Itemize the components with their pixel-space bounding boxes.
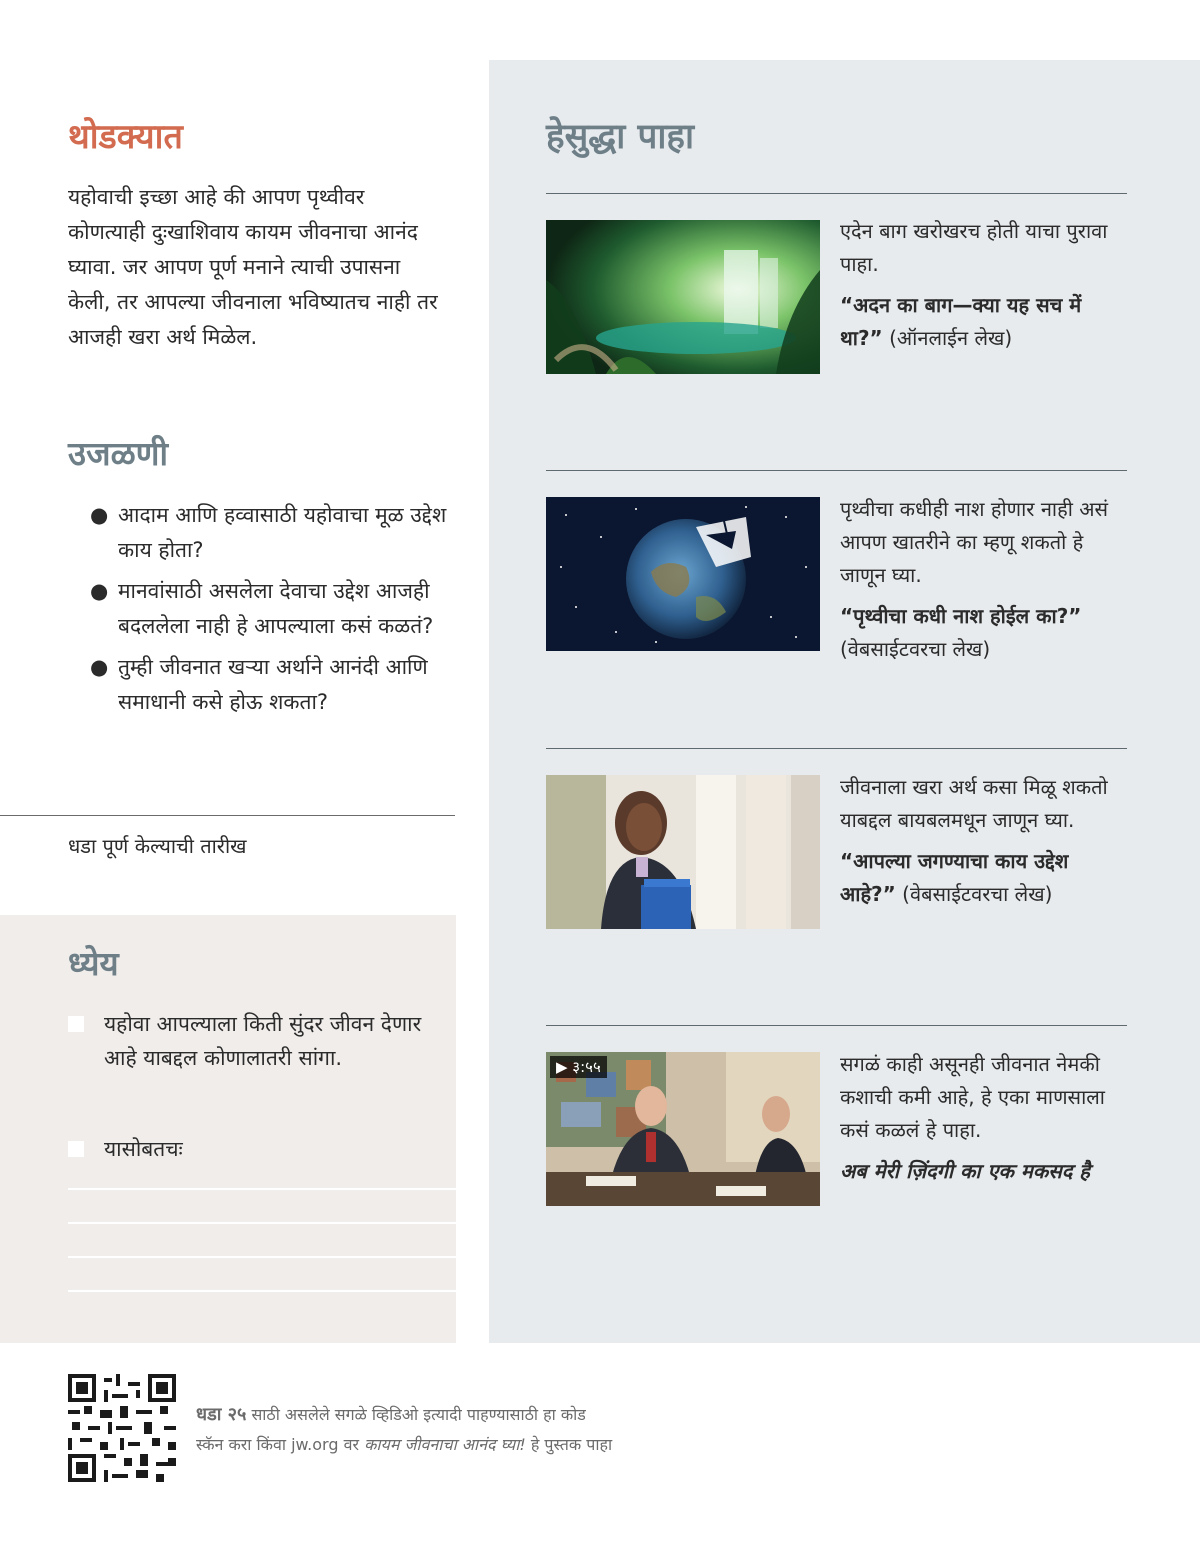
item-title-link[interactable]: “अदन का बाग—क्या यह सच में था?” <box>840 293 1082 350</box>
checkbox[interactable] <box>68 1016 84 1032</box>
item-description: पृथ्वीचा कधीही नाश होणार नाही असं आपण खातरीने का म्हणू शकतो हे जाणून घ्या. <box>840 497 1109 587</box>
bullet-icon: ● <box>90 503 109 527</box>
video-duration-badge: ▶ ३:५५ <box>550 1056 607 1078</box>
item-description: सगळं काही असूनही जीवनात नेमकी कशाची कमी आहे, हे एका माणसाला कसं कळलं हे पाहा. <box>840 1052 1105 1142</box>
item-note: (ऑनलाईन लेख) <box>889 326 1013 350</box>
item-title-link[interactable]: अब मेरी ज़िंदगी का एक मकसद है <box>840 1159 1090 1183</box>
goal-heading: ध्येय <box>68 944 119 983</box>
see-also-item <box>840 215 1130 355</box>
summary-text: यहोवाची इच्छा आहे की आपण पृथ्वीवर कोणत्याही दुःखाशिवाय कायम जीवनाचा आनंद घ्यावा. जर आपण पूर्ण मनाने त्याची उपासना केली, तर आपल्या जीवनाला भविष्यातच नाही तर आजही खरा अर्थ मिळेल. <box>68 185 438 349</box>
see-also-item <box>840 771 1130 911</box>
checkbox[interactable] <box>68 1141 84 1157</box>
divider <box>546 748 1127 749</box>
lesson-number: धडा २५ <box>196 1404 247 1425</box>
review-list <box>90 498 450 726</box>
woman-with-books-image[interactable] <box>546 775 820 929</box>
goal-item: यासोबतचः <box>68 1132 448 1166</box>
write-line[interactable] <box>68 1256 456 1258</box>
book-title: कायम जीवनाचा आनंद घ्या! <box>364 1435 526 1454</box>
bullet-icon: ● <box>90 655 109 679</box>
item-title-link[interactable]: “पृथ्वीचा कधी नाश होईल का?” <box>840 604 1082 628</box>
review-item: ● मानवांसाठी असलेला देवाचा उद्देश आजही बदललेला नाही हे आपल्याला कसं कळतं? <box>90 574 450 644</box>
bullet-icon: ● <box>90 579 109 603</box>
see-also-heading: हेसुद्धा पाहा <box>546 117 695 157</box>
item-description: एदेन बाग खरोखरच होती याचा पुरावा पाहा. <box>840 219 1108 276</box>
item-description: जीवनाला खरा अर्थ कसा मिळू शकतो याबद्दल बायबलमधून जाणून घ्या. <box>840 775 1108 832</box>
review-item: ● आदाम आणि हव्वासाठी यहोवाचा मूळ उद्देश काय होता? <box>90 498 450 568</box>
summary-heading: थोडक्यात <box>68 117 183 157</box>
garden-waterfall-image[interactable] <box>546 220 820 374</box>
write-line[interactable] <box>68 1290 456 1292</box>
divider <box>546 193 1127 194</box>
review-item: ● तुम्ही जीवनात खऱ्या अर्थाने आनंदी आणि समाधानी कसे होऊ शकता? <box>90 650 450 720</box>
divider <box>546 470 1127 471</box>
write-line[interactable] <box>68 1222 456 1224</box>
write-line[interactable] <box>68 1188 456 1190</box>
earth-shattering-image[interactable] <box>546 497 820 651</box>
item-note: (वेबसाईटवरचा लेख) <box>902 882 1053 906</box>
completion-date-label: धडा पूर्ण केल्याची तारीख <box>68 834 247 858</box>
footer-note: धडा २५ साठी असलेले सगळे व्हिडिओ इत्यादी पाहण्यासाठी हा कोड स्कॅन करा किंवा jw.org वर कायम जीवनाचा आनंद घ्या! हे पुस्तक पाहा <box>196 1404 613 1454</box>
see-also-item <box>840 493 1130 666</box>
goal-item: यहोवा आपल्याला किती सुंदर जीवन देणार आहे याबद्दल कोणालातरी सांगा. <box>68 1007 448 1075</box>
review-heading: उजळणी <box>68 434 169 473</box>
see-also-item <box>840 1048 1130 1188</box>
divider <box>546 1025 1127 1026</box>
divider <box>0 815 455 816</box>
qr-code-icon[interactable] <box>68 1374 176 1482</box>
item-title-link[interactable]: “आपल्या जगण्याचा काय उद्देश आहे?” <box>840 849 1069 906</box>
item-note: (वेबसाईटवरचा लेख) <box>840 637 991 661</box>
